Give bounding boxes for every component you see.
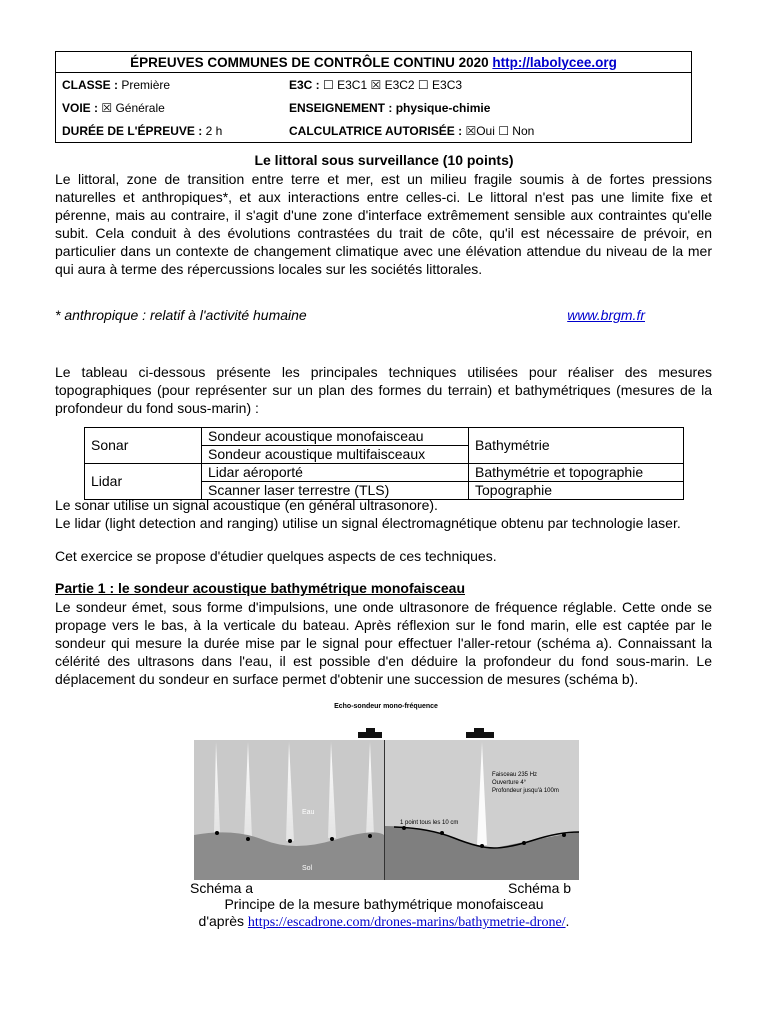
lidar-air-cell: Lidar aéroporté xyxy=(202,464,469,482)
calculatrice-label: CALCULATRICE AUTORISÉE : xyxy=(289,123,463,138)
sonar-mono-cell: Sondeur acoustique monofaisceau xyxy=(202,428,469,446)
footnote-source-link[interactable]: www.brgm.fr xyxy=(567,307,645,323)
table-intro-paragraph: Le tableau ci-dessous présente les principales techniques utilisées pour réaliser des mesures topographiques (pour représenter sur un plan des formes du terrain) et bathymétriques (mesures de la profondeur du fond sous-marin) : xyxy=(55,364,712,416)
sonar-cell: Sonar xyxy=(85,428,202,464)
boat-b-icon xyxy=(466,728,494,738)
duree-value: 2 h xyxy=(205,123,223,138)
sonar-multi-cell: Sondeur acoustique multifaisceaux xyxy=(202,446,469,464)
sonar-use-cell: Bathymétrie xyxy=(469,428,684,464)
enseignement-value: physique-chimie xyxy=(395,100,491,115)
duree-label: DURÉE DE L'ÉPREUVE : xyxy=(62,123,203,138)
classe-label: CLASSE : xyxy=(62,77,119,92)
bathymetry-diagram xyxy=(194,700,579,880)
water-label: Eau xyxy=(302,809,315,816)
lidar-tls-use-cell: Topographie xyxy=(469,482,684,500)
intro-paragraph: Le littoral, zone de transition entre terre et mer, est un milieu fragile soumis à de fortes pressions naturelles et anthropiques*, et aux interactions entre celles-ci. Le littoral n'est pas une limite fixe et pérenne, mais au contraire, il s'agit d'une zone d'interface extrêmement sensible aux contraintes qu'elle subit. Cela conduit à des évolutions contrastées du trait de côte, qu'il est nécessaire de prévoir, en particulier dans un contexte de changement climatique avec une élévation attendue du niveau de la mer qui aura à terme des répercussions locales sur les sociétés littorales. xyxy=(55,171,712,277)
e3c-value: ☐ E3C1 ☒ E3C2 ☐ E3C3 xyxy=(323,77,463,92)
voie-label: VOIE : xyxy=(62,100,99,115)
lidar-air-use-cell: Bathymétrie et topographie xyxy=(469,464,684,482)
lidar-line: Le lidar (light detection and ranging) utilise un signal électromagnétique obtenu par technologie laser. xyxy=(55,515,681,531)
beam-label-2: Ouverture 4° xyxy=(492,780,527,786)
bathymetry-figure xyxy=(194,700,579,880)
document-title: Le littoral sous surveillance (10 points) xyxy=(254,152,514,168)
footnote-text: * anthropique : relatif à l'activité humaine xyxy=(55,307,307,323)
figure-title: Echo-sondeur mono-fréquence xyxy=(334,703,438,710)
exam-header-table xyxy=(55,51,692,143)
figure-source xyxy=(0,913,768,931)
caption-schema-b: Schéma b xyxy=(508,880,572,896)
part1-paragraph: Le sondeur émet, sous forme d'impulsions, une onde ultrasonore de fréquence réglable. Cette onde se propage vers le bas, à la verticale du bateau. Après réflexion sur le fond marin, elle est captée par le sondeur qui mesure la durée mise par le signal pour effectuer l'aller-retour (schéma a). Connaissant la célérité des ultrasons dans l'eau, il est possible d'en déduire la profondeur du fond sous-marin. Le déplacement du sondeur en surface permet d'obtenir une succession de mesures (schéma b). xyxy=(55,599,712,687)
caption-prefix: d'après xyxy=(198,913,245,929)
sonar-line: Le sonar utilise un signal acoustique (en général ultrasonore). xyxy=(55,497,438,513)
exam-header-title-cell xyxy=(56,52,692,73)
calculatrice-value: ☒Oui ☐ Non xyxy=(465,123,535,138)
footnote xyxy=(55,307,645,323)
part1-title: Partie 1 : le sondeur acoustique bathymétrique monofaisceau xyxy=(55,580,465,596)
exercise-line: Cet exercice se propose d'étudier quelques aspects de ces techniques. xyxy=(55,548,497,564)
escadrone-link[interactable]: https://escadrone.com/drones-marins/bathymetrie-drone/ xyxy=(247,915,566,930)
beam-label-1: Faisceau 235 Hz xyxy=(492,772,538,778)
techniques-table xyxy=(84,427,684,500)
classe-value: Première xyxy=(121,77,171,92)
caption-schema-a: Schéma a xyxy=(190,880,254,896)
exam-header-title: ÉPREUVES COMMUNES DE CONTRÔLE CONTINU 2020 xyxy=(130,54,489,70)
voie-value: ☒ Générale xyxy=(101,100,165,115)
lidar-tls-cell: Scanner laser terrestre (TLS) xyxy=(202,482,469,500)
boat-a-icon xyxy=(358,728,382,738)
point-label: 1 point tous les 10 cm xyxy=(400,820,459,826)
figure-caption: Principe de la mesure bathymétrique monofaisceau xyxy=(224,896,544,912)
e3c-label: E3C : xyxy=(289,77,320,92)
lidar-cell: Lidar xyxy=(85,464,202,500)
labolycee-link[interactable]: http://labolycee.org xyxy=(492,54,617,70)
soil-label: Sol xyxy=(302,865,313,872)
beam-label-3: Profondeur jusqu'à 100m xyxy=(492,788,559,794)
enseignement-label: ENSEIGNEMENT : xyxy=(289,100,393,115)
caption-suffix: . xyxy=(565,913,570,929)
